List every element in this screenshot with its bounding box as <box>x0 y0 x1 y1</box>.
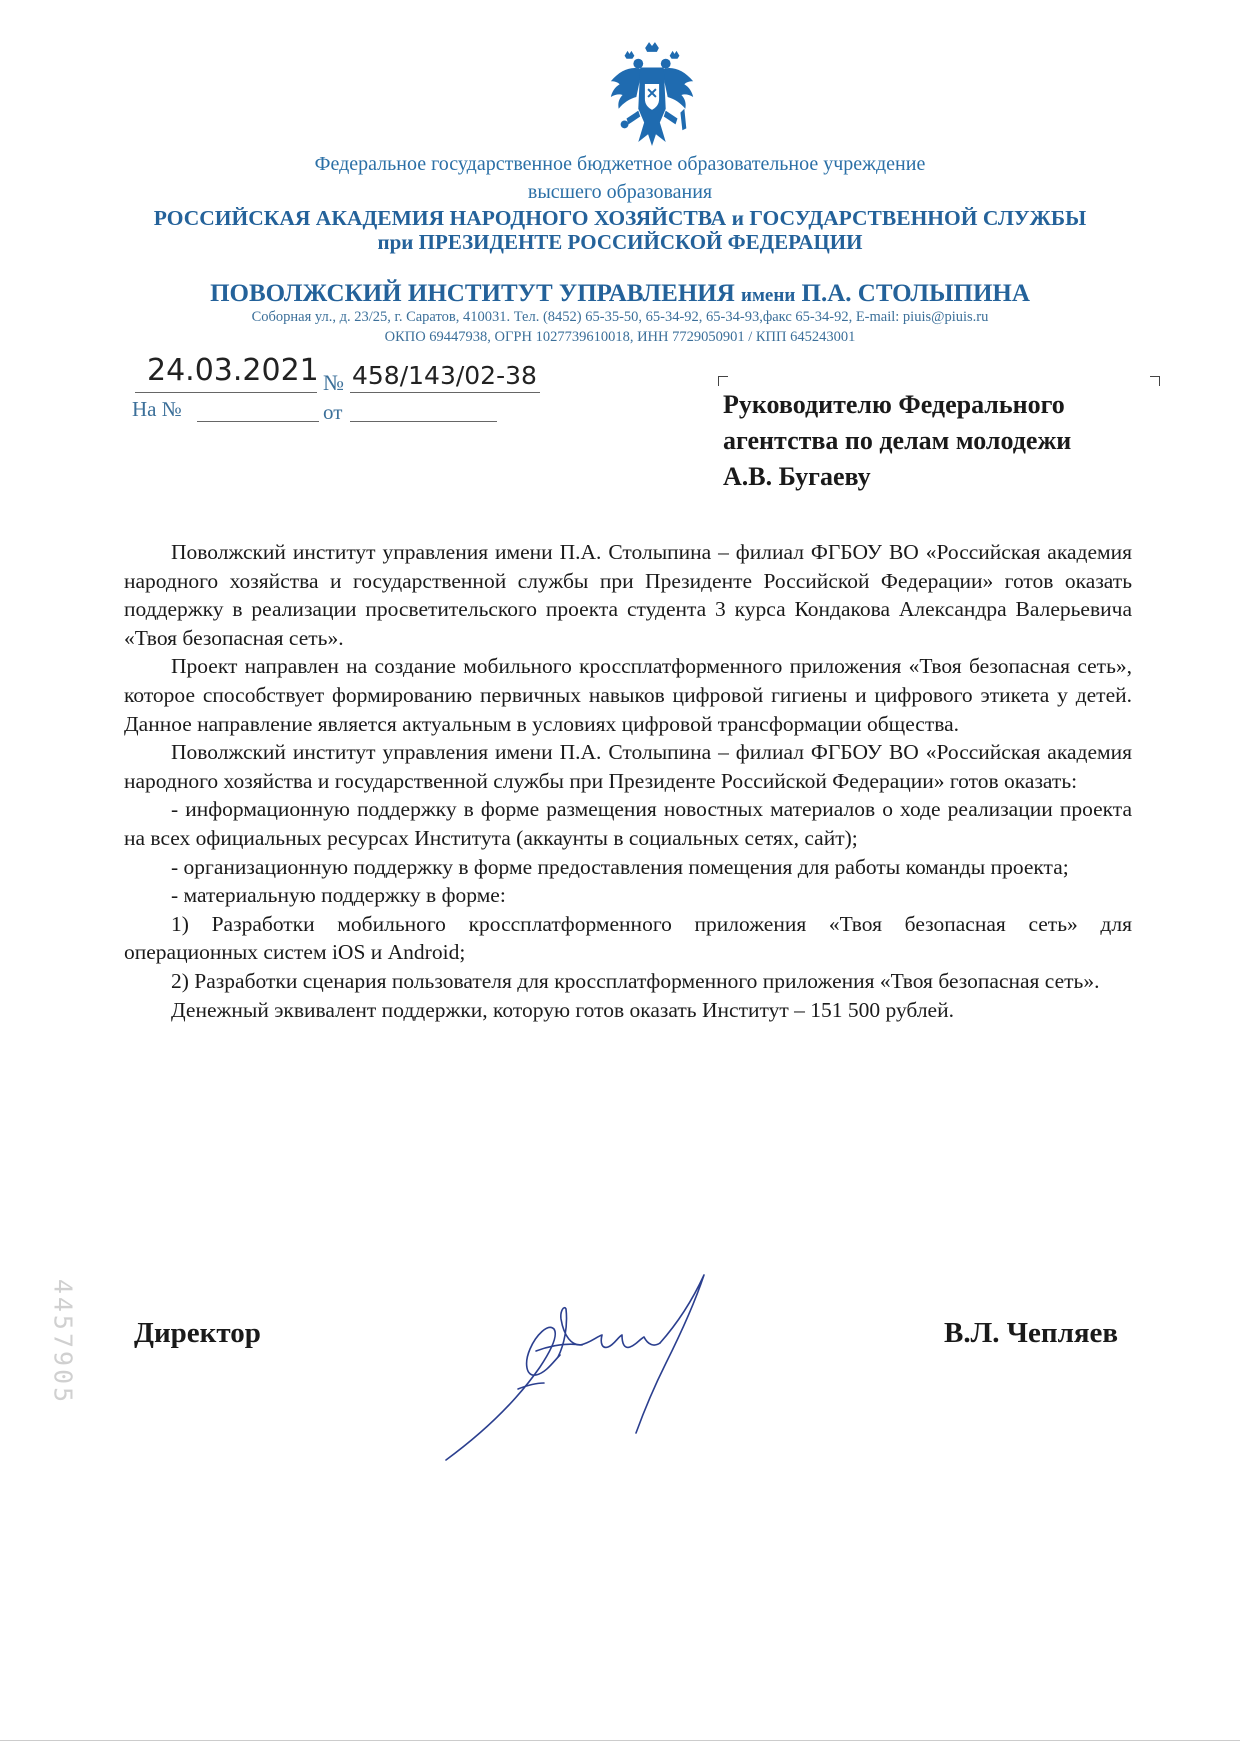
coat-of-arms-icon <box>603 40 701 150</box>
institute-name-tail: П.А. СТОЛЫПИНА <box>795 280 1030 307</box>
reference-from-label: от <box>323 400 343 424</box>
org-line-3: РОССИЙСКАЯ АКАДЕМИЯ НАРОДНОГО ХОЗЯЙСТВА и ГОСУДАРСТВЕННОЙ СЛУЖБЫ <box>153 206 1087 230</box>
institute-name-imeni: имени <box>741 285 796 306</box>
body-paragraph: Денежный эквивалент поддержки, которую готов оказать Институт – 151 500 рублей. <box>171 997 954 1022</box>
reference-from-underline <box>350 421 497 422</box>
reference-number-underline <box>197 421 319 422</box>
page-bottom-edge <box>0 1740 1240 1741</box>
handwritten-signature <box>440 1265 780 1465</box>
body-paragraph: 1) Разработки мобильного кроссплатформенного приложения «Твоя безопасная сеть» для операционных систем iOS и Android; <box>124 911 1132 965</box>
signatory-name: В.Л. Чепляев <box>944 1317 1119 1349</box>
org-line-1: Федеральное государственное бюджетное образовательное учреждение <box>314 153 926 175</box>
reference-number-label: На № <box>132 397 182 421</box>
incoming-stamp-number: 4457905 <box>48 1278 78 1406</box>
recipient-line-3: А.В. Бугаеву <box>723 462 871 491</box>
registration-number: 458/143/02-38 <box>352 361 537 390</box>
signatory-title: Директор <box>134 1317 261 1349</box>
body-paragraph: - материальную поддержку в форме: <box>171 883 506 908</box>
recipient-line-1: Руководителю Федерального <box>723 390 1065 419</box>
registration-date: 24.03.2021 <box>147 353 319 388</box>
recipient-block <box>723 387 1143 495</box>
recipient-line-2: агентства по делам молодежи <box>723 426 1072 455</box>
body-paragraph: Поволжский институт управления имени П.А. Столыпина – филиал ФГБОУ ВО «Российская академия народного хозяйства и государственной службы при Президенте Российской Федерации» готов оказать: <box>124 740 1132 793</box>
body-paragraph: Проект направлен на создание мобильного кроссплатформенного приложения «Твоя безопасная сеть», которое способствует формированию первичных навыков цифровой гигиены и цифрового этикета у детей. Данное направление является актуальным в условиях цифровой трансформации общества. <box>124 654 1132 736</box>
recipient-corner-mark-right <box>1150 376 1160 386</box>
body-paragraph: 2) Разработки сценария пользователя для кроссплатформенного приложения «Твоя безопасная сеть». <box>171 968 1100 993</box>
registration-date-underline <box>135 392 317 393</box>
body-paragraph: Поволжский институт управления имени П.А. Столыпина – филиал ФГБОУ ВО «Российская академия народного хозяйства и государственной службы при Президенте Российской Федерации» готов оказать поддержку в реализации просветительского проекта студента 3 курса Кондакова Александра Валерьевича «Твоя безопасная сеть». <box>124 540 1132 650</box>
body-paragraph: - организационную поддержку в форме предоставления помещения для работы команды проекта; <box>171 854 1069 879</box>
institute-address: Соборная ул., д. 23/25, г. Саратов, 410031. Тел. (8452) 65-35-50, 65-34-92, 65-34-93,факс 65-34-92, E-mail: piuis@piuis.ru <box>251 309 989 325</box>
institute-name <box>0 280 1240 308</box>
body-paragraph: - информационную поддержку в форме размещения новостных материалов о ходе реализации проекта на всех официальных ресурсах Института (аккаунты в социальных сетях, сайт); <box>124 797 1132 850</box>
institute-name-main: ПОВОЛЖСКИЙ ИНСТИТУТ УПРАВЛЕНИЯ <box>210 280 742 307</box>
org-line-2: высшего образования <box>527 181 713 203</box>
registration-number-underline <box>350 392 540 393</box>
letter-body <box>124 538 1132 1024</box>
registration-number-label: № <box>323 370 344 395</box>
org-line-4: при ПРЕЗИДЕНТЕ РОССИЙСКОЙ ФЕДЕРАЦИИ <box>377 230 863 254</box>
recipient-corner-mark-left <box>718 376 728 386</box>
institute-codes: ОКПО 69447938, ОГРН 1027739610018, ИНН 7729050901 / КПП 645243001 <box>384 329 856 345</box>
